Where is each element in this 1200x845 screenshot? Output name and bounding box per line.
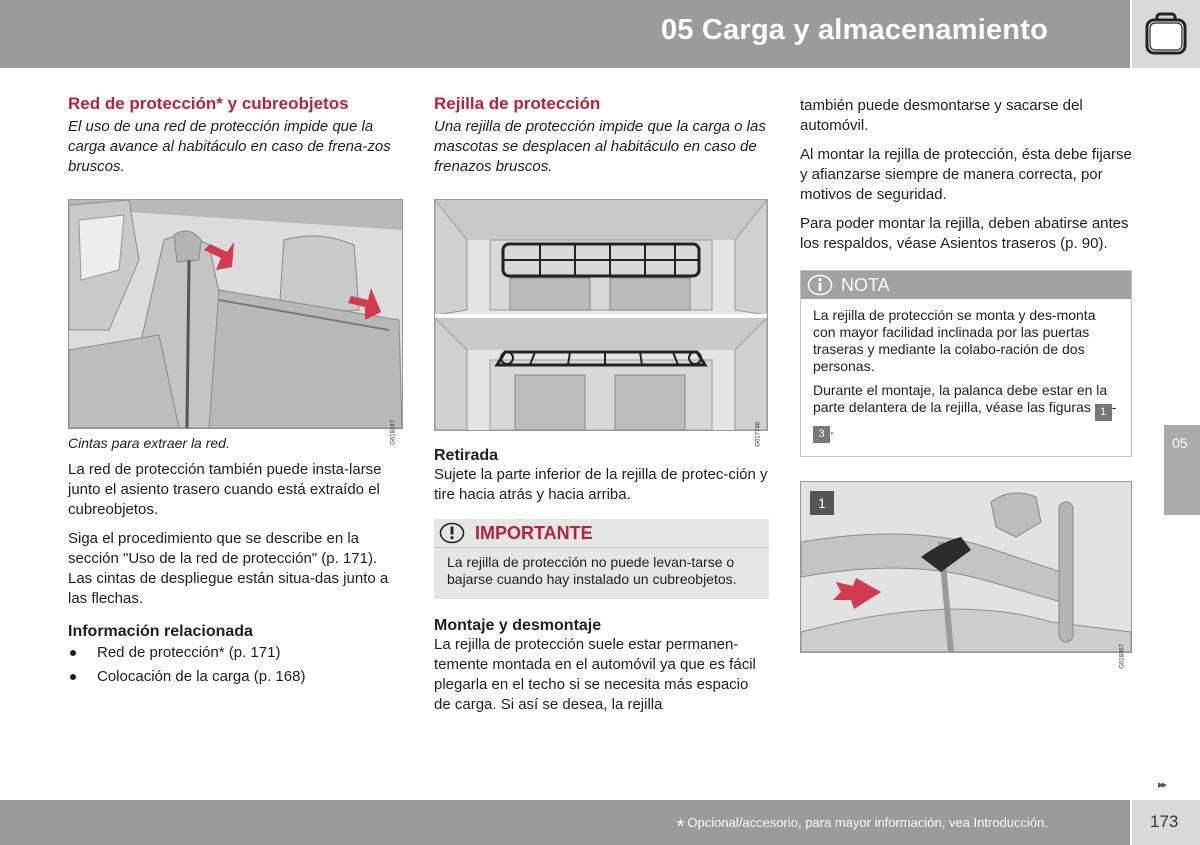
- chapter-title: 05 Carga y almacenamiento: [660, 14, 1048, 46]
- paragraph: Para poder montar la rejilla, deben abatirse antes los respaldos, véase Asientos traseros (p. 90).: [800, 215, 1129, 252]
- figure-code: G017748: [756, 422, 762, 447]
- asterisk-mark: *: [676, 816, 685, 838]
- related-info-list: [68, 641, 403, 689]
- footer-note: [677, 815, 1048, 839]
- related-link-cargo[interactable]: Colocación de la carga (p. 168): [68, 665, 403, 689]
- section-heading-net: Red de protección* y cubreobjetos: [68, 94, 349, 113]
- luggage-icon: [1141, 10, 1191, 58]
- important-box: [434, 519, 769, 599]
- figure-step-badge: 3: [813, 426, 830, 443]
- page-footer: [0, 800, 1130, 845]
- chapter-icon-box: [1132, 0, 1200, 68]
- note-label: NOTA: [841, 275, 890, 295]
- section-heading-grille: Rejilla de protección: [434, 94, 601, 113]
- section-lead-grille: Una rejilla de protección impide que la carga o las mascotas se desplacen al habitáculo en caso de frenazos bruscos.: [434, 118, 766, 175]
- paragraph: La red de protección también puede insta-larse junto el asiento trasero cuando está extraído el cubreobjetos.: [68, 461, 382, 518]
- note-text: Durante el montaje, la palanca debe estar en la parte delantera de la rejilla, véase las figuras: [813, 382, 1108, 415]
- paragraph: Sujete la parte inferior de la rejilla de protec-ción y tire hacia atrás y hacia arriba.: [434, 466, 768, 503]
- important-text: La rejilla de protección no puede levan-tarse o bajarse cuando hay instalado un cubreobjetos.: [447, 554, 737, 587]
- paragraph: también puede desmontarse y sacarse del automóvil.: [800, 97, 1083, 134]
- important-label: IMPORTANTE: [475, 523, 593, 543]
- info-icon: [807, 274, 833, 296]
- important-box-header: [434, 519, 769, 548]
- paragraph: Al montar la rejilla de protección, ésta debe fijarse y afianzarse siempre de manera correcta, por motivos de seguridad.: [800, 146, 1132, 203]
- note-body: [801, 299, 1131, 456]
- figure-step-badge: 1: [1095, 404, 1112, 421]
- step-range-dash: -: [1111, 399, 1117, 415]
- column-1: [68, 90, 403, 689]
- figure-caption: Cintas para extraer la red.: [68, 435, 230, 451]
- related-info-heading: Información relacionada: [68, 623, 253, 640]
- column-3: [800, 96, 1132, 669]
- note-box-header: [801, 271, 1131, 299]
- chapter-side-tab[interactable]: [1164, 425, 1200, 515]
- figure-code: G018367: [1120, 644, 1126, 669]
- column-2: [434, 90, 769, 724]
- footer-note-text: Opcional/accesorio, para mayor información, vea Introducción.: [687, 815, 1048, 830]
- figure-step-1: [800, 481, 1132, 669]
- page-header: [0, 0, 1130, 68]
- continue-arrows-icon: ▸▸: [1158, 779, 1166, 791]
- figure-grille-positions: [434, 199, 768, 447]
- figure-step-number: 1: [810, 491, 834, 515]
- figure-code: G018247: [391, 420, 397, 445]
- page-number-box: [1132, 800, 1200, 845]
- paragraph: La rejilla de protección suele estar permanen-temente montada en el automóvil ya que es fácil plegarla en el techo si se necesita más espacio de carga. Si así se desea, la rejilla: [434, 636, 756, 713]
- paragraph: Siga el procedimiento que se describe en la sección "Uso de la red de protección" (p. 171). Las cintas de despliegue están situa-das junto a las flechas.: [68, 530, 389, 607]
- page-number: 173: [1150, 812, 1179, 831]
- removal-heading: Retirada: [434, 447, 499, 464]
- note-paragraph: La rejilla de protección se monta y des-monta con mayor facilidad inclinada por las puertas traseras y mediante la colabo-ración de dos personas.: [813, 307, 1096, 374]
- warning-icon: [439, 522, 465, 544]
- note-text-end: .: [830, 421, 834, 437]
- section-lead-net: El uso de una red de protección impide que la carga avance al habitáculo en caso de frena-zos bruscos.: [68, 118, 391, 175]
- note-box: [800, 270, 1132, 457]
- chapter-side-tab-label: 05: [1172, 435, 1188, 451]
- note-paragraph: [813, 382, 1119, 443]
- related-link-net[interactable]: Red de protección* (p. 171): [68, 641, 403, 665]
- mount-heading: Montaje y desmontaje: [434, 617, 602, 634]
